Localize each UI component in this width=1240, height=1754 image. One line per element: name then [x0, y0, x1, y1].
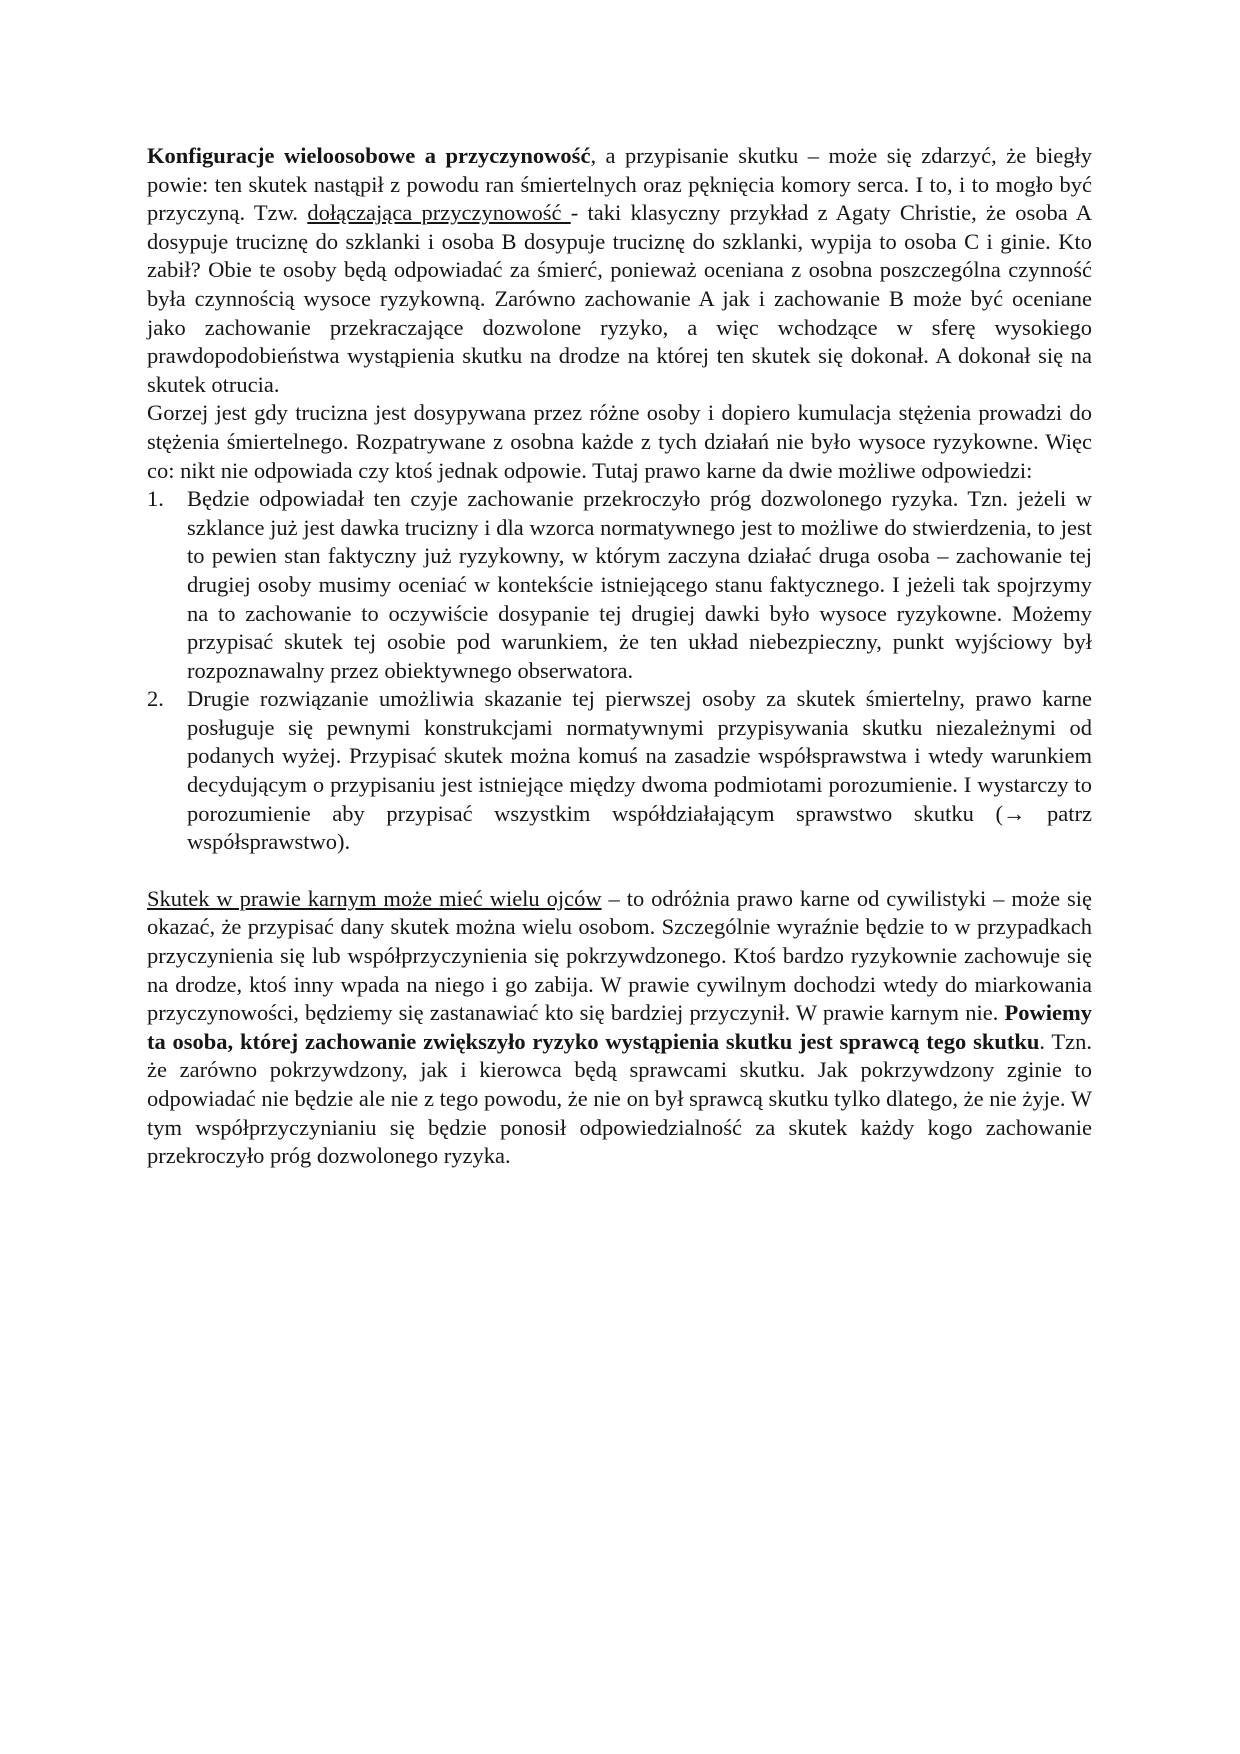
- list-item-text-end: patrz współsprawstwo).: [187, 800, 1093, 855]
- list-item-number: 1.: [147, 486, 164, 512]
- paragraph-many-fathers-text-a: – to odróżnia prawo karne od cywilistyki – może się okazać, że przypisać dany skutek można wielu osobom. Szczególnie wyraźnie będzie to w przypadkach przyczynienia się lub współprzyczynienia się pokrzywdzonego. Ktoś bardzo ryzykownie zachowuje się na drodze, ktoś inny wpada na niego i go zabija. W prawie cywilnym dochodzi wtedy do miarkowania przyczynowości, będziemy się zastanawiać kto się bardziej przyczynił. W prawie karnym nie.: [147, 885, 1092, 1026]
- section-title: Konfiguracje wieloosobowe a przyczynowość: [147, 143, 591, 168]
- paragraph-intro-text-b: - taki klasyczny przykład z Agaty Christie, że osoba A dosypuje truciznę do szklanki i osoba B dosypuje truciznę do szklanki, wypija to osoba C i ginie. Kto zabił? Obie te osoby będą odpowiadać za śmierć, ponieważ oceniana z osobna poszczególna czynność była czynnością wysoce ryzykowną. Zarówno zachowanie A jak i zachowanie B może być oceniane jako zachowanie przekraczające dozwolone ryzyko, a więc wchodzące w sferę wysokiego prawdopodobieństwa wystąpienia skutku na drodze na której ten skutek się dokonał. A dokonał się na skutek otrucia.: [147, 200, 1092, 397]
- paragraph-intro-text-a: , a przypisanie skutku – może się zdarzyć, że biegły powie: ten skutek nastąpił z powodu ran śmiertelnych oraz pęknięcia komory serca. I to, i to mogło być przyczyną. Tzw.: [147, 143, 1093, 226]
- list-item-text: Drugie rozwiązanie umożliwia skazanie tej pierwszej osoby za skutek śmiertelny, prawo karne posługuje się pewnymi konstrukcjami normatywnymi przypisywania skutku niezależnymi od podanych wyżej. Przypisać skutek można komuś na zasadzie współsprawstwa i wtedy warunkiem decydującym o przypisaniu jest istniejące między dwoma podmiotami porozumienie. I wystarczy to porozumienie aby przypisać wszystkim współdziałającym sprawstwo skutku (: [187, 686, 1092, 826]
- paragraph-poison-cumulation: Gorzej jest gdy trucizna jest dosypywana przez różne osoby i dopiero kumulacja stężenia prowadzi do stężenia śmiertelnego. Rozpatrywane z osobna każde z tych działań nie było wysoce ryzykowne. Więc co: nikt nie odpowiada czy ktoś jednak odpowie. Tutaj prawo karne da dwie możliwe odpowiedzi:: [147, 400, 1092, 483]
- list-item: [147, 485, 1092, 685]
- arrow-right-icon: →: [1002, 800, 1026, 826]
- answers-list: [147, 485, 1092, 857]
- document-page: [147, 142, 1092, 1171]
- bold-statement: Powiemy ta osoba, której zachowanie zwiększyło ryzyko wystąpienia skutku jest sprawcą tego skutku: [147, 1000, 1092, 1054]
- list-item-number: 2.: [147, 686, 164, 712]
- paragraph-gap: [147, 857, 1092, 885]
- list-item: [147, 685, 1092, 857]
- list-item-text: Będzie odpowiadał ten czyje zachowanie przekroczyło próg dozwolonego ryzyka. Tzn. jeżeli w szklance już jest dawka trucizny i dla wzorca normatywnego jest to możliwe do stwierdzenia, to jest to pewien stan faktyczny już ryzykowny, w którym zaczyna działać druga osoba – zachowanie tej drugiej osoby musimy oceniać w kontekście istniejącego stanu faktycznego. I jeżeli tak spojrzymy na to zachowanie to oczywiście dosypanie tej drugiej dawki było wysoce ryzykowne. Możemy przypisać skutek tej osobie pod warunkiem, że ten układ niebezpieczny, punkt wyjściowy był rozpoznawalny przez obiektywnego obserwatora.: [187, 486, 1092, 683]
- term-dolaczajaca-przyczynowosc: dołączająca przyczynowość: [307, 200, 571, 226]
- paragraph-many-fathers-text-b: . Tzn. że zarówno pokrzywdzony, jak i kierowca będą sprawcami skutku. Jak pokrzywdzony zginie to odpowiadać nie będzie ale nie z tego powodu, że nie on był sprawcą skutku tylko dlatego, że nie żyje. W tym współprzyczynianiu się będzie ponosił odpowiedzialność za skutek każdy kogo zachowanie przekroczyło próg dozwolonego ryzyka.: [147, 1028, 1092, 1169]
- paragraph-intro: [147, 142, 1092, 399]
- heading-skutek-wielu-ojcow: Skutek w prawie karnym może mieć wielu ojców: [147, 885, 602, 911]
- paragraph-many-fathers: [147, 885, 1092, 1171]
